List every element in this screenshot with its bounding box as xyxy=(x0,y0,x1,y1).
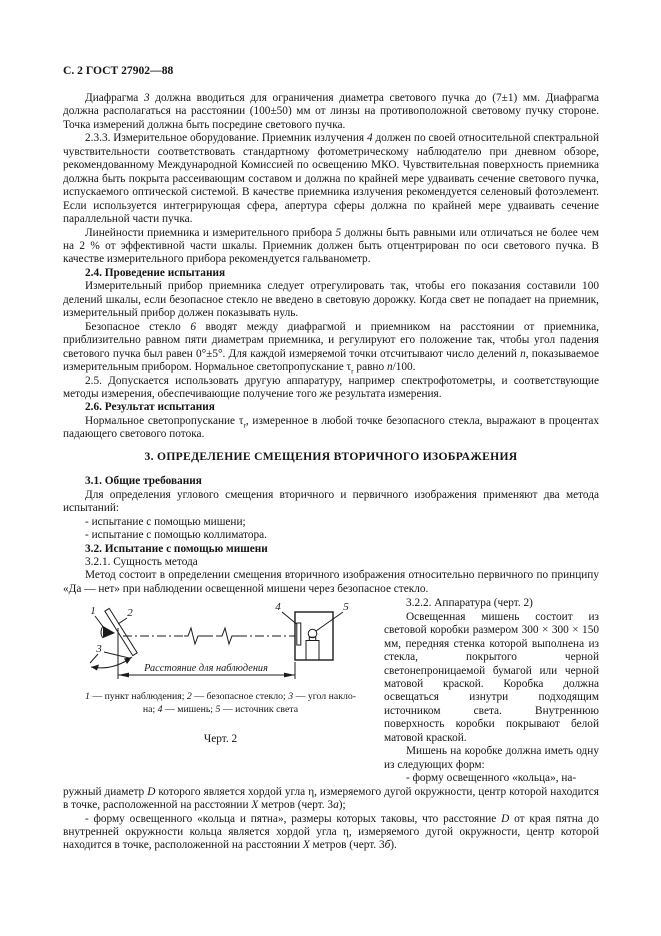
paragraph: Мишень на коробке должна иметь одну из следующих форм: xyxy=(384,745,599,771)
paragraph: 2.5. Допускается использовать другую аппаратуру, например спектрофотометры, и соответствующие методы измерения, обеспечивающие получение того же результата измерения. xyxy=(63,374,599,400)
lamp-base xyxy=(306,641,319,661)
paragraph: Безопасное стекло 6 вводят между диафрагмой и приемником на расстоянии от приемника, приблизительно равном пяти диаметрам приемника, и регулируют его положение так, чтобы угол падения светового пучка был равен 0°±5°. Для каждой измеряемой точки отсчитывают число делений n, показываемое измерительным прибором. Нормальное светопропускание $\tau_r$ равно n/100. xyxy=(63,320,599,376)
paragraph: Для определения углового смещения вторичного и первичного изображения применяют два метода испытаний: xyxy=(63,488,599,515)
label5-leader xyxy=(316,612,343,631)
two-column-section xyxy=(63,597,599,785)
label3-leader xyxy=(90,654,98,663)
observer-eye-icon xyxy=(101,626,103,638)
axis-break-mark xyxy=(184,628,204,644)
paragraph: Измерительный прибор приемника следует отрегулировать так, чтобы его показания составили 100 делений шкалы, если безопасное стекло не введено в световую дорожку. Когда свет не попадает на приемник, измерительный прибор должен показывать нуль. xyxy=(63,280,599,320)
figure-chart2-drawing xyxy=(63,597,378,685)
paragraph: Диафрагма 3 должна вводиться для ограничения диаметра светового пучка до (7±1) мм. Диафрагма должна располагаться на расстоянии (100±50) мм от линзы на противоположной световому пучку стороне. Точка измерений должна быть посредине светового пучка. xyxy=(63,92,599,131)
label3-leader xyxy=(104,652,129,658)
figure-label-4: 4 xyxy=(275,601,281,614)
observer-eye-icon xyxy=(103,626,115,638)
section-heading: 2.6. Результат испытания xyxy=(85,401,215,414)
paragraph: - форму освещенного «кольца», на- xyxy=(406,772,577,785)
paragraph: Освещенная мишень состоит из световой коробки размером 300 × 300 × 150 мм, передняя стенка которой выполнена из стекла, покрытого черной светонепроницаемой бумагой или черной матовой краской. Коробка должна освещаться изнутри подходящим источником света. Внутреннюю поверхность коробки покрывают белой матовой краской. xyxy=(384,610,599,744)
arc-arrowhead xyxy=(91,665,99,671)
figure-label-2: 2 xyxy=(127,607,133,620)
lamp-bulb xyxy=(308,630,317,639)
figure-caption xyxy=(63,691,378,716)
right-column-block xyxy=(384,597,599,785)
paragraph: ружный диаметр D которого является хордой угла η, измеряемого дугой окружности, центр которой находится в точке, расположенной на расстоянии X метров (черт. 3а); xyxy=(63,785,599,812)
figure-label-1: 1 xyxy=(90,605,96,618)
body-bottom-block xyxy=(63,786,599,853)
section-heading: 3.2. Испытание с помощью мишени xyxy=(85,542,268,555)
dimension-label: Расстояние для наблюдения xyxy=(144,663,268,675)
paragraph: Метод состоит в определении смещения вторичного изображения относительно первичного по принципу «Да — нет» при наблюдении освещенной мишени через безопасное стекло. xyxy=(63,569,599,595)
figure-label-3: 3 xyxy=(96,643,102,656)
dimension-arrow-left xyxy=(118,673,129,678)
page-header: С. 2 ГОСТ 27902—88 xyxy=(63,64,174,77)
label1-leader xyxy=(95,616,104,628)
paragraph: Нормальное светопропускание $\tau_r$, измеренное в любой точке безопасного стекла, выражают в процентах падающего светового потока. xyxy=(63,414,599,441)
section-title: 3. ОПРЕДЕЛЕНИЕ СМЕЩЕНИЯ ВТОРИЧНОГО ИЗОБРАЖЕНИЯ xyxy=(144,449,518,463)
label2-leader xyxy=(118,618,127,624)
paragraph: 2.3.3. Измерительное оборудование. Приемник излучения 4 должен по своей относительной спектральной чувствительности соответствовать стандартному фотометрическому наблюдателю при дневном обзоре, рекомендованному Международной Комиссией по освещению МКО. Чувствительная поверхность приемника должна быть покрыта рассеивающим составом и должна по крайней мере удваивать сечение светового пучка, испускаемого оптической системой. В качестве приемника излучения рекомендуется селеновый фотоэлемент. Если используется интегрирующая сфера, апертура сферы должна по крайней мере удваивать сечение параллельной части пучка. xyxy=(63,132,599,226)
paragraph: 3.2.1. Сущность метода xyxy=(85,555,198,568)
figure-number: Черт. 2 xyxy=(203,733,238,746)
paragraph: 3.2.2. Аппаратура (черт. 2) xyxy=(406,597,533,610)
figure-caption-line: на; 4 — мишень; 5 — источник света xyxy=(142,703,299,715)
paragraph: - испытание с помощью коллиматора. xyxy=(85,529,267,542)
figure-block xyxy=(63,597,378,785)
figure-label-5: 5 xyxy=(343,601,349,614)
paragraph: - испытание с помощью мишени; xyxy=(85,515,246,528)
paragraph: Линейности приемника и измерительного прибора 5 должны быть равными или отличаться не более чем на 2 % от эффективной части шкалы. Приемник должен быть отцентрирован по оси светового пучка. В качестве измерительного прибора рекомендуется гальванометр. xyxy=(63,226,599,266)
section-heading: 3.1. Общие требования xyxy=(85,475,202,488)
paragraph: - форму освещенного «кольца и пятна», размеры которых таковы, что расстояние D от края пятна до внутренней окружности кольца является хордой угла η, измеряемого дугой окружности, центр которой находится в точке, расположенной на расстоянии X метров (черт. 3б). xyxy=(63,812,599,852)
axis-break-mark xyxy=(218,628,238,644)
page-content xyxy=(63,64,599,853)
dimension-arrow-right xyxy=(284,673,295,678)
section-heading: 2.4. Проведение испытания xyxy=(85,266,226,279)
target-plate xyxy=(297,623,301,645)
figure-caption-line: 1 — пункт наблюдения; 2 — безопасное стекло; 3 — угол накло- xyxy=(84,691,357,703)
body-top-block xyxy=(63,92,599,596)
